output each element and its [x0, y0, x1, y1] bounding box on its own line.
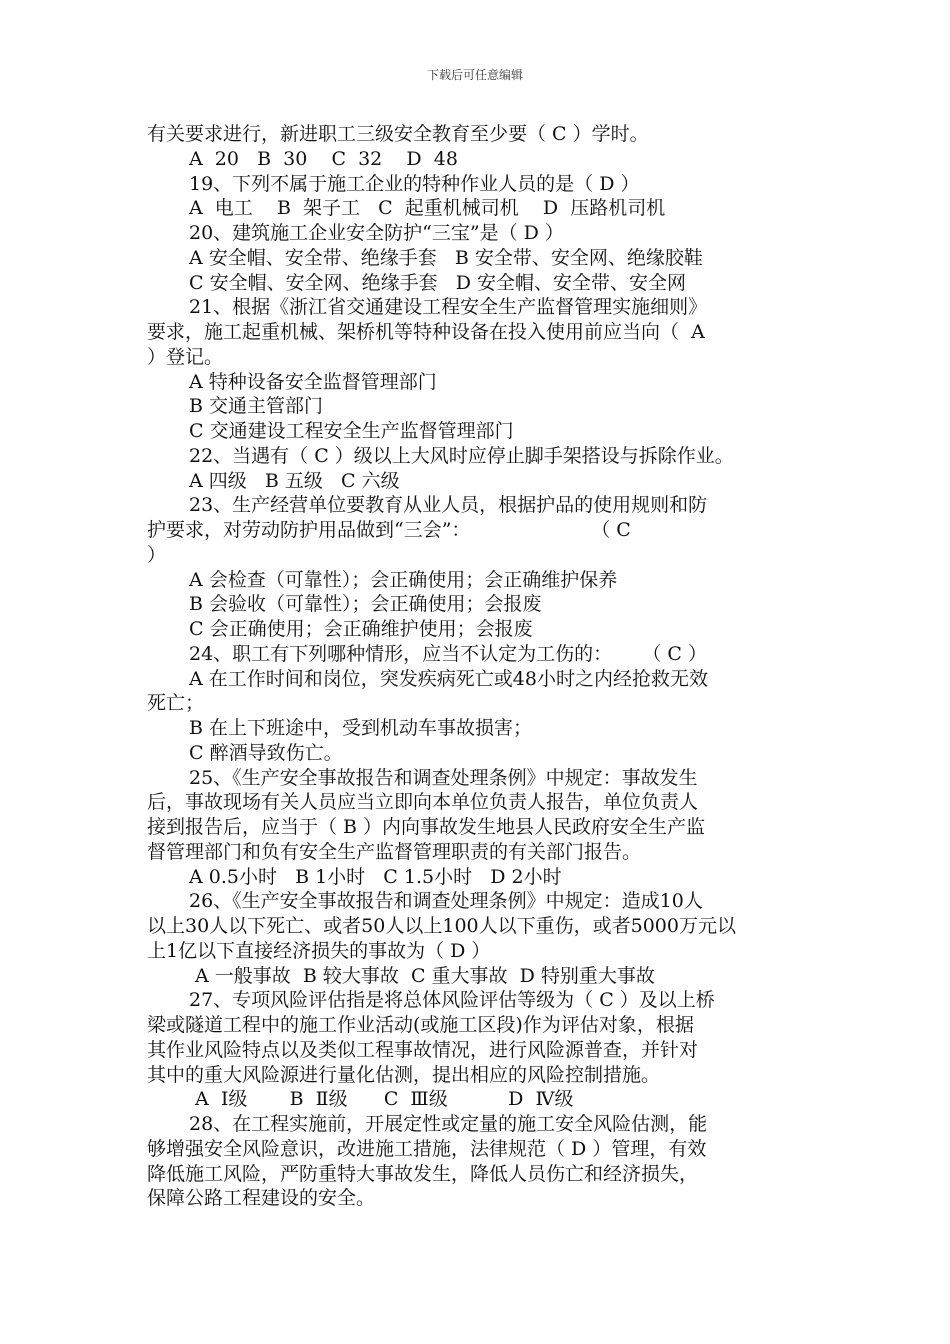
text-line: 以上30人以下死亡、或者50人以上100人以下重伤，或者5000万元以 [147, 915, 736, 937]
text-line: 督管理部门和负有安全生产监督管理职责的有关部门报告。 [147, 840, 642, 863]
answer-options: C 安全帽、安全网、绝缘手套 D 安全帽、安全带、安全网 [189, 271, 686, 294]
question-19: 19、下列不属于施工企业的特种作业人员的是（ D ） [189, 172, 640, 195]
text-line: 后，事故现场有关人员应当立即向本单位负责人报告，单位负责人 [147, 791, 699, 814]
text-line: 上1亿以下直接经济损失的事故为（ D ） [147, 939, 491, 962]
question-20: 20、建筑施工企业安全防护“三宝”是（ D ） [189, 222, 564, 244]
text-line: 梁或隧道工程中的施工作业活动(或施工区段)作为评估对象，根据 [147, 1014, 694, 1036]
text-line: 要求，施工起重机械、架桥机等特种设备在投入使用前应当向（ A [147, 321, 705, 343]
answer-option-b: B 会验收（可靠性）；会正确使用；会报废 [189, 593, 542, 616]
question-28: 28、在工程实施前，开展定性或定量的施工安全风险估测，能 [189, 1113, 708, 1135]
question-27: 27、专项风险评估指是将总体风险评估等级为（ C ）及以上桥 [189, 989, 715, 1012]
text-line: 死亡； [147, 692, 205, 715]
answer-option-c: C 交通建设工程安全生产监督管理部门 [189, 420, 514, 442]
question-23: 23、生产经营单位要教育从业人员，根据护品的使用规则和防 [189, 494, 708, 517]
answer-options: A 四级 B 五级 C 六级 [189, 469, 400, 492]
question-25: 25、《生产安全事故报告和调查处理条例》中规定：事故发生 [189, 766, 698, 789]
text-line: 保障公路工程建设的安全。 [147, 1187, 376, 1210]
answer-option-b: B 在上下班途中，受到机动车事故损害； [189, 717, 533, 739]
answer-option-a: A 特种设备安全监督管理部门 [189, 370, 437, 393]
answer-option-b: B 交通主管部门 [189, 395, 324, 418]
text-line: ） [147, 543, 167, 566]
text-line: ）登记。 [147, 345, 224, 368]
question-24: 24、职工有下列哪种情形，应当不认定为工伤的： （ C ） [189, 642, 707, 665]
page-header: 下载后可任意编辑 [426, 68, 523, 82]
answer-options: A 20 B 30 C 32 D 48 [189, 147, 458, 170]
answer-option-c: C 醉酒导致伤亡。 [189, 741, 343, 764]
answer-option-c: C 会正确使用；会正确维护使用；会报废 [189, 618, 533, 640]
text-line: 护要求，对劳动防护用品做到“三会”： （ C [147, 519, 631, 541]
text-line: 其中的重大风险源进行量化估测，提出相应的风险控制措施。 [147, 1063, 661, 1086]
answer-options: A Ⅰ级 B Ⅱ级 C Ⅲ级 D Ⅳ级 [189, 1088, 574, 1111]
text-line: 有关要求进行，新进职工三级安全教育至少要（ C ）学时。 [147, 123, 649, 145]
answer-option-a: A 在工作时间和岗位，突发疾病死亡或48小时之内经抢救无效 [189, 667, 708, 690]
document-body [147, 122, 812, 1211]
question-21: 21、根据《浙江省交通建设工程安全生产监督管理实施细则》 [189, 296, 708, 319]
text-line: 降低施工风险，严防重特大事故发生，降低人员伤亡和经济损失， [147, 1162, 699, 1185]
text-line: 够增强安全风险意识，改进施工措施，法律规范（ D ）管理，有效 [147, 1137, 707, 1160]
answer-options: A 0.5小时 B 1小时 C 1.5小时 D 2小时 [189, 865, 562, 888]
question-22: 22、当遇有（ C ）级以上大风时应停止脚手架搭设与拆除作业。 [189, 444, 734, 467]
answer-options: A 一般事故 B 较大事故 C 重大事故 D 特别重大事故 [189, 964, 655, 987]
text-line: 其作业风险特点以及类似工程事故情况，进行风险源普查，并针对 [147, 1038, 699, 1061]
text-line: 接到报告后，应当于（ B ）内向事故发生地县人民政府安全生产监 [147, 816, 706, 838]
question-26: 26、《生产安全事故报告和调查处理条例》中规定：造成10人 [189, 890, 703, 913]
answer-option-a: A 会检查（可靠性）；会正确使用；会正确维护保养 [189, 568, 618, 591]
answer-options: A 安全帽、安全带、绝缘手套 B 安全带、安全网、绝缘胶鞋 [189, 246, 703, 269]
answer-options: A 电工 B 架子工 C 起重机械司机 D 压路机司机 [189, 197, 666, 220]
